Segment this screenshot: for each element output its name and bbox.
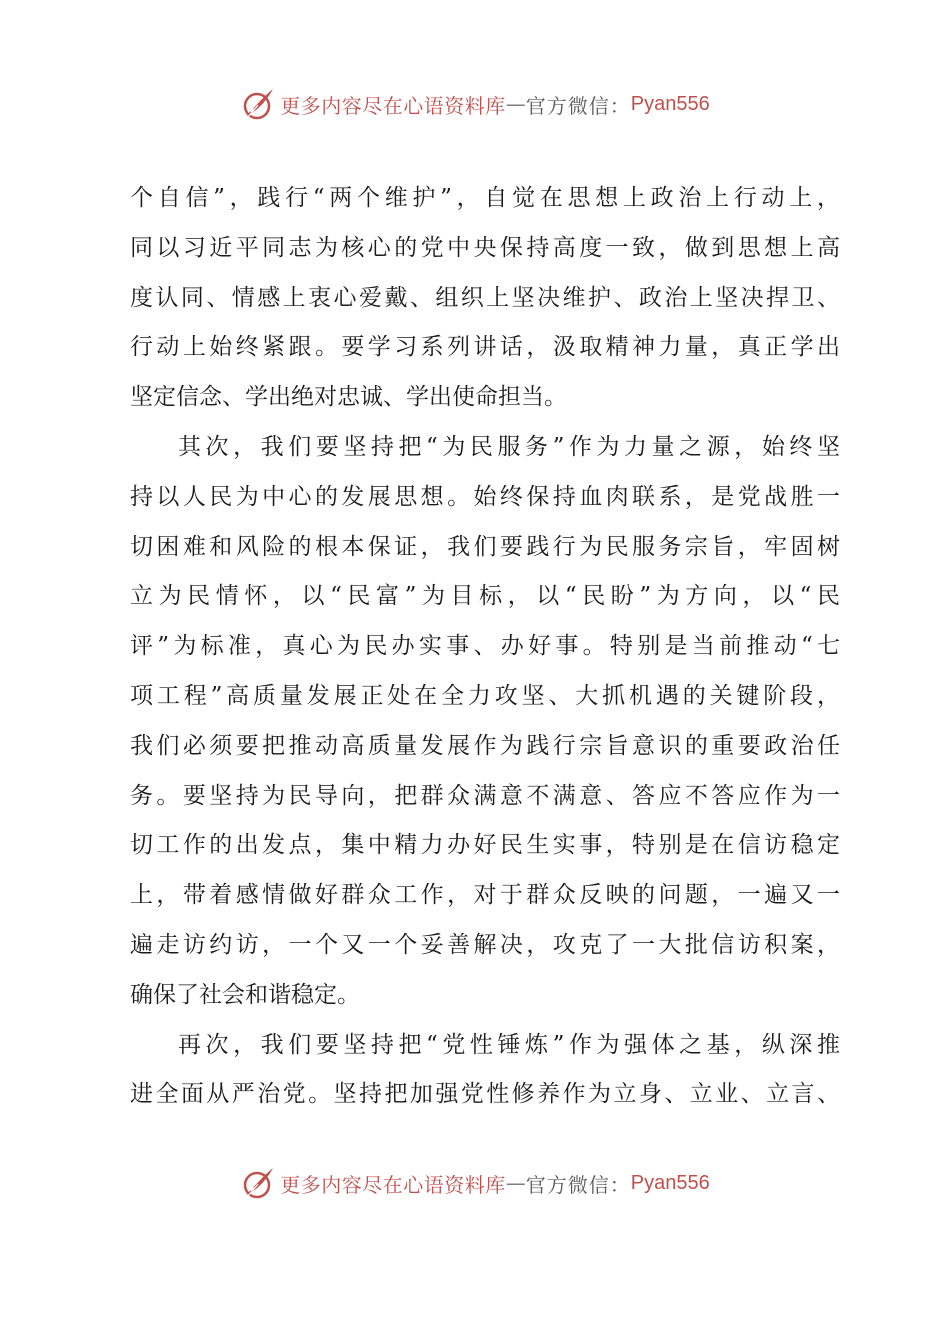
wechat-label: 官方微信： bbox=[525, 1172, 631, 1197]
text-line: 立为民情怀，以“民富”为目标，以“民盼”为方向，以“民 bbox=[130, 583, 840, 610]
wechat-id: Pyan556 bbox=[630, 1171, 710, 1194]
text-line: 评”为标准，真心为民办实事、办好事。特别是当前推动“七 bbox=[130, 633, 840, 660]
text-line: 务。要坚持为民导向，把群众满意不满意、答应不答应作为一 bbox=[130, 782, 840, 809]
text-line: 上，带着感情做好群众工作，对于群众反映的问题，一遍又一 bbox=[130, 882, 840, 909]
wechat-id: Pyan556 bbox=[630, 92, 710, 115]
text-line: 行动上始终紧跟。要学习系列讲话，汲取精神力量，真正学出 bbox=[130, 334, 840, 361]
quill-logo-icon bbox=[240, 86, 276, 122]
text-line: 进全面从严治党。坚持把加强党性修养作为立身、立业、立言、 bbox=[130, 1081, 840, 1108]
text-line: 切困难和风险的根本保证，我们要践行为民服务宗旨，牢固树 bbox=[130, 533, 840, 560]
text-line: 坚定信念、学出绝对忠诚、学出使命担当。 bbox=[130, 384, 567, 411]
header-banner bbox=[0, 84, 950, 124]
text-line: 项工程”高质量发展正处在全力攻坚、大抓机遇的关键阶段， bbox=[130, 682, 840, 709]
document-body bbox=[130, 174, 840, 1120]
text-line: 个自信”，践行“两个维护”，自觉在思想上政治上行动上， bbox=[130, 185, 840, 211]
paragraph-start-line: 再次，我们要坚持把“党性锤炼”作为强体之基，纵深推 bbox=[178, 1031, 840, 1058]
banner-dash: — bbox=[505, 92, 526, 116]
site-name: 更多内容尽在心语资料库 bbox=[280, 93, 506, 118]
text-line: 切工作的出发点，集中精力办好民生实事，特别是在信访稳定 bbox=[130, 832, 840, 859]
text-line: 我们必须要把推动高质量发展作为践行宗旨意识的重要政治任 bbox=[130, 732, 840, 759]
text-line: 确保了社会和谐稳定。 bbox=[130, 981, 360, 1008]
text-line: 持以人民为中心的发展思想。始终保持血肉联系，是党战胜一 bbox=[130, 483, 840, 510]
site-name: 更多内容尽在心语资料库 bbox=[280, 1172, 506, 1197]
text-line: 同以习近平同志为核心的党中央保持高度一致，做到思想上高 bbox=[130, 234, 840, 261]
paragraph-start-line: 其次，我们要坚持把“为民服务”作为力量之源，始终坚 bbox=[178, 433, 840, 460]
wechat-label: 官方微信： bbox=[525, 93, 631, 118]
text-line: 遍走访约访，一个又一个妥善解决，攻克了一大批信访积案， bbox=[130, 931, 840, 958]
banner-dash: — bbox=[505, 1171, 526, 1195]
text-line: 度认同、情感上衷心爱戴、组织上坚决维护、政治上坚决捍卫、 bbox=[130, 284, 840, 311]
quill-logo-icon bbox=[240, 1165, 276, 1201]
footer-banner bbox=[0, 1163, 950, 1203]
